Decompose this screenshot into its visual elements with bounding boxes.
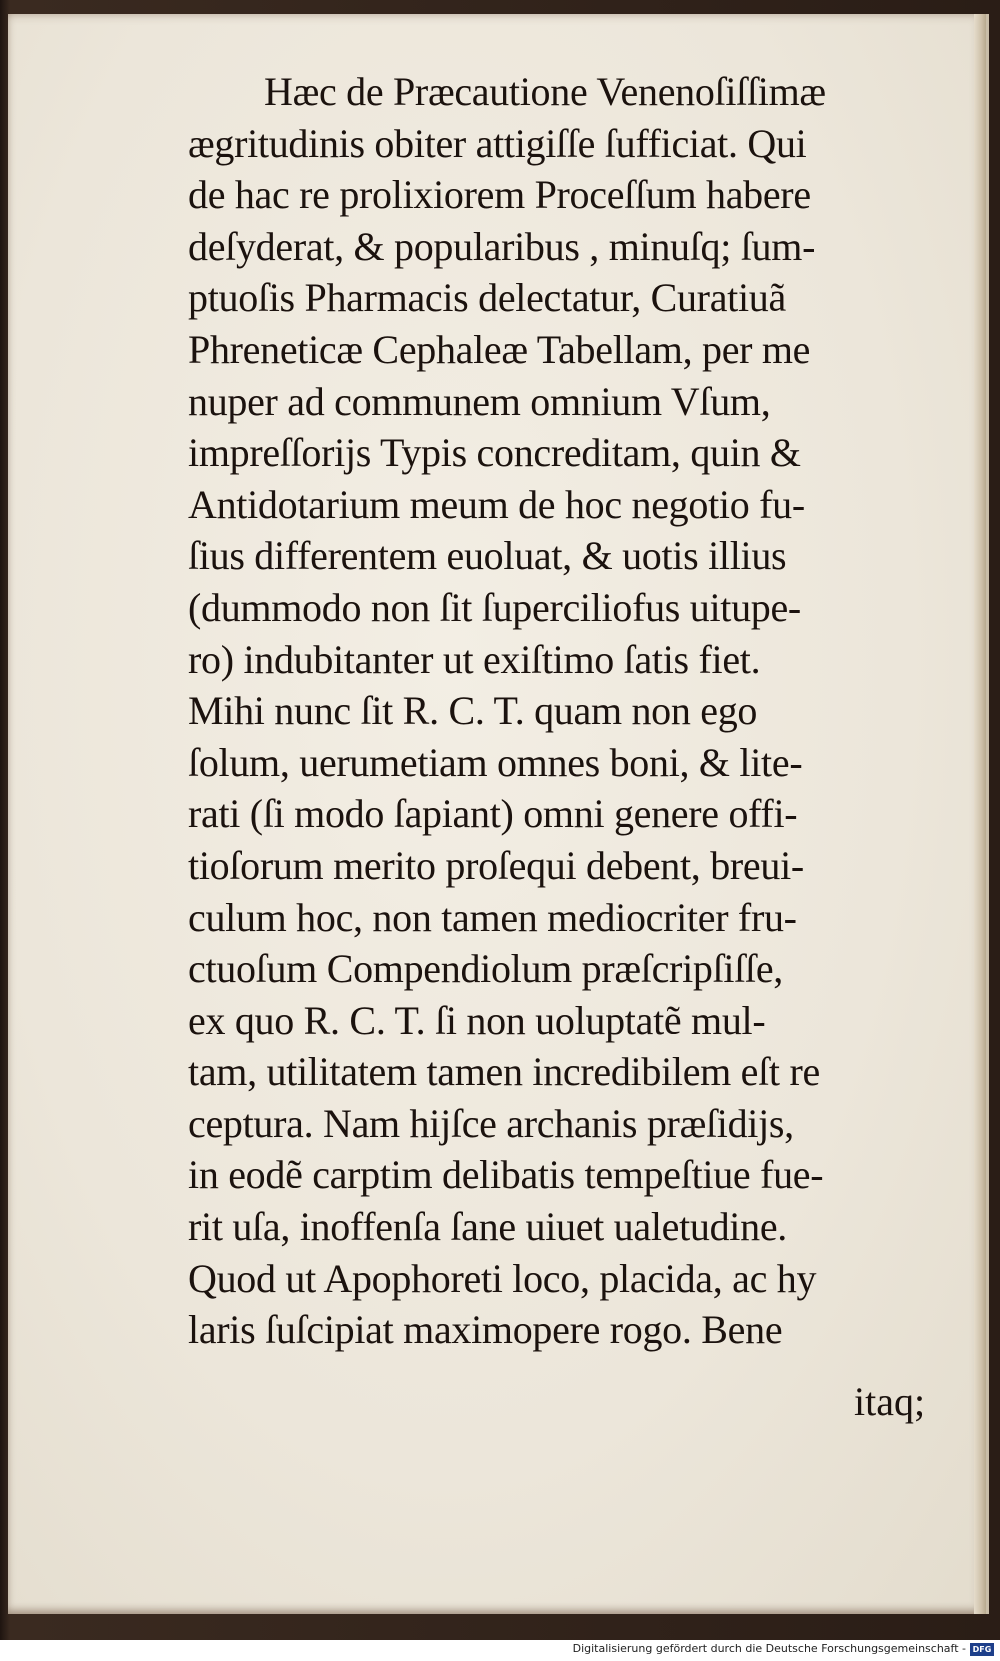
text-line: Quod ut Apophoreti loco, placida, ac hy [188,1255,817,1301]
text-line: rati (ſi modo ſapiant) omni genere offi- [188,791,798,837]
text-line: ptuoſis Pharmacis delectatur, Curatiuã [188,275,786,321]
text-line: ceptura. Nam hijſce archanis præſidijs, [188,1100,794,1146]
text-line: deſyderat, & popularibus , minuſq; ſum- [188,223,816,269]
text-line: Phreneticæ Cephaleæ Tabellam, per me [188,326,811,372]
text-line: ſius differentem euoluat, & uotis illius [188,533,787,579]
text-line: ſolum, uerumetiam omnes boni, & lite- [188,739,803,785]
footer-bar [0,1640,1000,1661]
text-line: ex quo R. C. T. ſi non uoluptatẽ mul- [188,997,766,1043]
text-line: nuper ad communem omnium Vſum, [188,378,771,424]
text-line: in eodẽ carptim delibatis tempeſtiue fue- [188,1152,824,1198]
text-line: de hac re prolixiorem Proceſſum habere [188,172,811,218]
text-line: Mihi nunc ſit R. C. T. quam non ego [188,688,758,734]
catchword: itaq; [854,1379,926,1424]
text-line: Antidotarium meum de hoc negotio fu- [188,481,805,527]
dfg-logo-icon: DFG [970,1643,994,1656]
text-line: culum hoc, non tamen mediocriter fru- [188,894,797,940]
page-text [188,66,968,1356]
text-line: rit uſa, inoffenſa ſane uiuet ualetudine. [188,1204,787,1250]
text-line: ægritudinis obiter attigiſſe ſufficiat. Qui [188,120,807,166]
text-line: Hæc de Præcautione Venenoſiſſimæ [264,69,826,114]
funding-credit: Digitalisierung gefördert durch die Deutsche Forschungsgemeinschaft - [572,1642,966,1655]
text-line: (dummodo non ſit ſuperciliofus uitupe- [188,584,801,630]
page-edge [974,14,986,1614]
text-line: tioſorum merito proſequi debent, breui- [188,842,804,888]
text-line: tam, utilitatem tamen incredibilem eſt re [188,1049,820,1095]
text-line: ro) indubitanter ut exiſtimo ſatis fiet. [188,636,761,682]
text-line: ctuoſum Compendiolum præſcripſiſſe, [188,946,783,992]
text-line: impreſſorijs Typis concreditam, quin & [188,430,801,476]
text-line: laris ſuſcipiat maximopere rogo. Bene [188,1307,783,1353]
